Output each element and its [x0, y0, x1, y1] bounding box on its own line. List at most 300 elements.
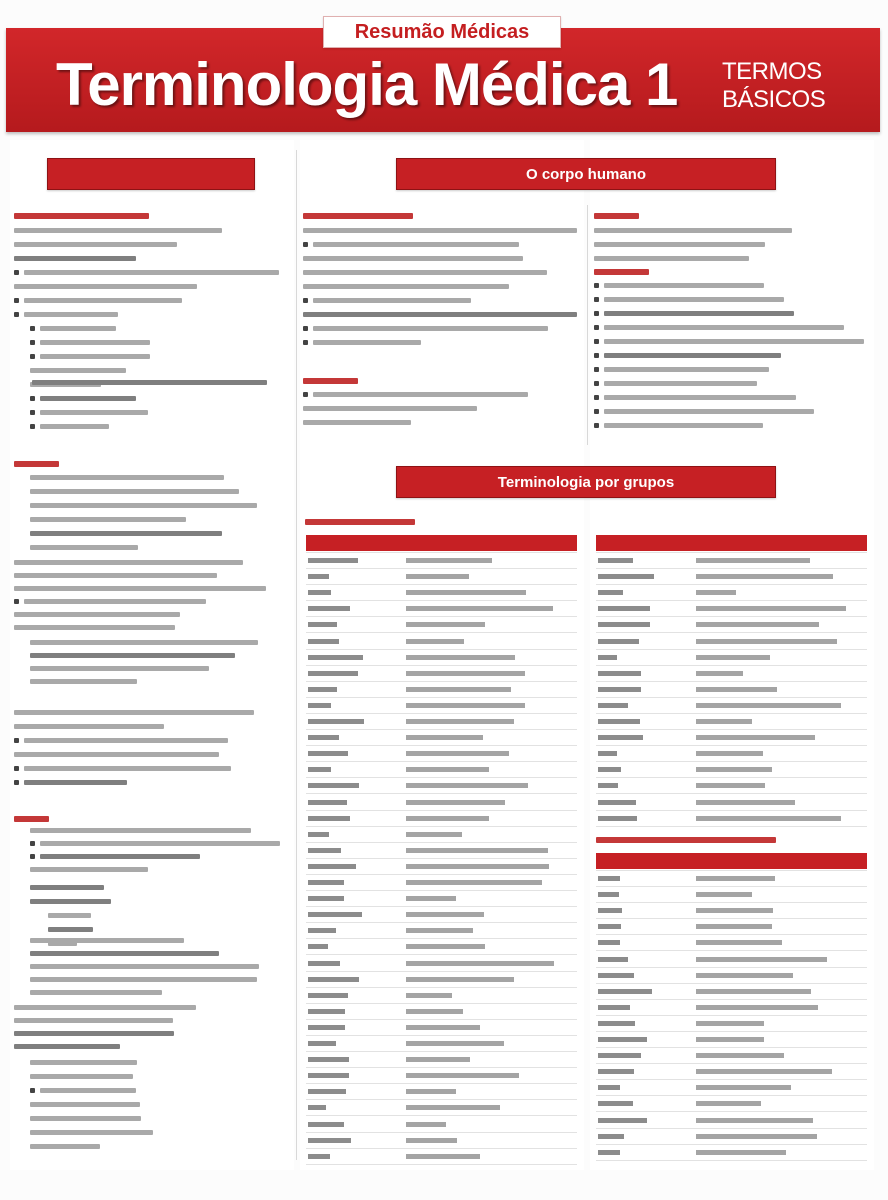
text-line	[30, 1102, 140, 1107]
table-cell-term	[598, 751, 617, 756]
text-line	[604, 339, 864, 344]
suffix-table-row	[596, 569, 867, 585]
table-cell-term	[598, 606, 650, 611]
prefix-table-row	[306, 1068, 577, 1084]
diagnosis-table-row	[596, 887, 867, 903]
table-cell-meaning	[406, 1073, 519, 1078]
text-line	[594, 228, 792, 233]
table-cell-meaning	[406, 751, 509, 756]
table-cell-term	[308, 735, 339, 740]
prefix-table-row	[306, 601, 577, 617]
bullet-marker	[594, 381, 599, 386]
bullet-marker	[30, 854, 35, 859]
text-line	[14, 752, 219, 757]
text-line	[48, 927, 93, 932]
bullet-marker	[14, 298, 19, 303]
table-cell-meaning	[696, 800, 795, 805]
text-line	[24, 738, 228, 743]
text-line	[30, 899, 111, 904]
text-line	[604, 311, 794, 316]
prefix-table-row	[306, 650, 577, 666]
table-cell-meaning	[696, 1053, 784, 1058]
text-line	[30, 977, 257, 982]
suffix-table-row	[596, 634, 867, 650]
table-cell-term	[308, 1089, 346, 1094]
text-line	[30, 531, 222, 536]
diagnosis-table-row	[596, 984, 867, 1000]
text-line	[604, 325, 844, 330]
text-line	[14, 612, 180, 617]
table-cell-term	[308, 848, 341, 853]
text-line	[14, 228, 222, 233]
text-line	[24, 599, 206, 604]
table-cell-meaning	[696, 908, 773, 913]
diagnosis-table-row	[596, 1080, 867, 1096]
table-cell-term	[308, 800, 347, 805]
text-line	[30, 867, 148, 872]
table-cell-meaning	[696, 735, 815, 740]
table-cell-term	[308, 912, 362, 917]
prefix-table-row	[306, 1117, 577, 1133]
text-line	[604, 367, 769, 372]
table-cell-meaning	[696, 973, 793, 978]
subheading	[14, 213, 149, 219]
prefix-table-row	[306, 585, 577, 601]
table-cell-term	[308, 558, 358, 563]
table-cell-term	[308, 896, 344, 901]
table-cell-meaning	[406, 944, 485, 949]
prefix-table-row	[306, 682, 577, 698]
text-line	[14, 573, 217, 578]
table-cell-meaning	[696, 1134, 817, 1139]
table-cell-term	[308, 880, 344, 885]
table-cell-meaning	[696, 639, 837, 644]
text-line	[40, 1088, 136, 1093]
text-line	[24, 312, 118, 317]
text-line	[40, 354, 150, 359]
table-cell-term	[598, 574, 654, 579]
table-cell-meaning	[406, 880, 542, 885]
diagnosis-table-row	[596, 919, 867, 935]
table-cell-term	[308, 1057, 349, 1062]
bullet-marker	[303, 392, 308, 397]
subheading	[303, 378, 358, 384]
table-cell-term	[308, 606, 350, 611]
prefix-table-row	[306, 1149, 577, 1165]
prefix-table-row	[306, 730, 577, 746]
text-line	[40, 424, 109, 429]
text-line	[40, 410, 148, 415]
text-line	[24, 780, 127, 785]
prefix-table-row	[306, 859, 577, 875]
bullet-marker	[30, 410, 35, 415]
section-header-left	[47, 158, 255, 190]
table-cell-term	[308, 655, 363, 660]
bullet-marker	[594, 353, 599, 358]
table-cell-term	[308, 1154, 330, 1159]
suffix-table-row	[596, 811, 867, 827]
text-line	[30, 653, 235, 658]
table-cell-term	[598, 783, 618, 788]
subheading	[303, 213, 413, 219]
text-line	[40, 841, 280, 846]
text-line	[32, 380, 267, 385]
table-cell-term	[598, 1085, 620, 1090]
series-label: Resumão Médicas	[323, 16, 561, 48]
table-cell-meaning	[696, 1150, 786, 1155]
suffix-table-row	[596, 730, 867, 746]
table-cell-term	[308, 751, 348, 756]
prefix-table-row	[306, 1036, 577, 1052]
subheading	[14, 461, 59, 467]
text-line	[30, 666, 209, 671]
bullet-marker	[14, 738, 19, 743]
table-cell-meaning	[696, 783, 765, 788]
subtitle-line-2: BÁSICOS	[722, 86, 826, 113]
text-line	[48, 913, 91, 918]
text-line	[303, 406, 477, 411]
table-cell-term	[308, 977, 359, 982]
bullet-marker	[30, 1088, 35, 1093]
table-cell-meaning	[406, 1138, 457, 1143]
text-line	[30, 1116, 141, 1121]
table-cell-meaning	[406, 1057, 470, 1062]
table-cell-meaning	[696, 1101, 761, 1106]
subheading	[596, 837, 776, 843]
table-cell-meaning	[696, 558, 810, 563]
suffix-table-row	[596, 762, 867, 778]
table-cell-meaning	[406, 1025, 480, 1030]
table-cell-meaning	[696, 751, 763, 756]
table-cell-term	[598, 1053, 641, 1058]
text-line	[594, 242, 765, 247]
suffix-table-row	[596, 682, 867, 698]
table-cell-meaning	[406, 1041, 504, 1046]
table-cell-meaning	[696, 1069, 832, 1074]
table-cell-meaning	[696, 1021, 764, 1026]
text-line	[14, 724, 164, 729]
text-line	[14, 284, 197, 289]
bullet-marker	[14, 766, 19, 771]
bullet-marker	[594, 367, 599, 372]
table-cell-meaning	[406, 928, 473, 933]
subheading	[594, 269, 649, 275]
text-line	[14, 1005, 196, 1010]
text-line	[14, 560, 243, 565]
text-line	[30, 990, 162, 995]
prefix-table-row	[306, 634, 577, 650]
table-cell-meaning	[406, 703, 525, 708]
prefix-table-row	[306, 553, 577, 569]
table-cell-term	[308, 767, 331, 772]
table-cell-term	[598, 655, 617, 660]
table-cell-meaning	[406, 816, 489, 821]
table-cell-term	[598, 957, 628, 962]
text-line	[40, 340, 150, 345]
table-cell-term	[308, 816, 350, 821]
diagnosis-table-row	[596, 1113, 867, 1129]
diagnosis-table-row	[596, 1048, 867, 1064]
prefix-table-row	[306, 569, 577, 585]
table-cell-meaning	[406, 1009, 463, 1014]
text-line	[30, 964, 259, 969]
table-cell-meaning	[696, 1037, 764, 1042]
table-cell-meaning	[696, 1118, 813, 1123]
table-cell-term	[598, 622, 650, 627]
table-cell-term	[598, 1134, 624, 1139]
table-cell-meaning	[406, 1154, 480, 1159]
prefix-table-row	[306, 811, 577, 827]
text-line	[30, 1144, 100, 1149]
table-cell-term	[598, 767, 621, 772]
diagnosis-table-row	[596, 871, 867, 887]
table-cell-term	[598, 816, 637, 821]
table-cell-meaning	[406, 574, 469, 579]
prefix-table-row	[306, 698, 577, 714]
page-title: Terminologia Médica 1	[56, 51, 678, 118]
table-cell-meaning	[696, 989, 811, 994]
table-cell-meaning	[406, 671, 525, 676]
text-line	[14, 1044, 120, 1049]
text-line	[24, 298, 182, 303]
text-line	[30, 545, 138, 550]
bullet-marker	[303, 242, 308, 247]
table-cell-term	[598, 639, 639, 644]
table-cell-meaning	[406, 655, 515, 660]
table-cell-term	[308, 719, 364, 724]
table-cell-meaning	[696, 574, 833, 579]
table-cell-meaning	[406, 735, 483, 740]
prefix-table-row	[306, 714, 577, 730]
text-line	[303, 420, 411, 425]
suffix-table-row	[596, 778, 867, 794]
column-divider	[296, 150, 297, 1160]
table-cell-meaning	[696, 687, 777, 692]
bullet-marker	[594, 283, 599, 288]
column-divider	[587, 205, 588, 445]
table-cell-meaning	[696, 671, 743, 676]
table-cell-meaning	[696, 924, 772, 929]
table-cell-term	[308, 1073, 349, 1078]
diagnosis-table-row	[596, 952, 867, 968]
text-line	[313, 326, 548, 331]
table-cell-meaning	[406, 961, 554, 966]
table-cell-meaning	[696, 703, 841, 708]
table-cell-meaning	[406, 606, 553, 611]
table-cell-term	[598, 671, 641, 676]
table-cell-term	[308, 864, 356, 869]
text-line	[604, 395, 796, 400]
table-cell-term	[308, 944, 328, 949]
table-cell-term	[598, 940, 620, 945]
table-cell-meaning	[696, 606, 846, 611]
table-cell-term	[598, 719, 640, 724]
bullet-marker	[14, 599, 19, 604]
subheading	[594, 213, 639, 219]
text-line	[30, 517, 186, 522]
table-cell-meaning	[696, 940, 782, 945]
prefix-table-row	[306, 956, 577, 972]
table-cell-meaning	[406, 622, 485, 627]
table-cell-meaning	[696, 816, 841, 821]
suffix-table-row	[596, 714, 867, 730]
bullet-marker	[30, 424, 35, 429]
table-cell-term	[308, 961, 340, 966]
prefix-table-row	[306, 891, 577, 907]
table-cell-meaning	[406, 832, 462, 837]
bullet-marker	[303, 298, 308, 303]
table-cell-term	[598, 735, 643, 740]
table-cell-meaning	[406, 558, 492, 563]
prefix-table-row	[306, 827, 577, 843]
text-line	[313, 340, 421, 345]
table-cell-meaning	[406, 896, 456, 901]
prefix-table-row	[306, 617, 577, 633]
prefix-table-row	[306, 907, 577, 923]
text-line	[303, 312, 577, 317]
text-line	[30, 1074, 133, 1079]
diagnosis-table-row	[596, 1096, 867, 1112]
bullet-marker	[594, 325, 599, 330]
text-line	[30, 1060, 137, 1065]
table-cell-term	[598, 908, 622, 913]
table-cell-term	[308, 703, 331, 708]
text-line	[604, 297, 784, 302]
table-cell-term	[308, 993, 348, 998]
bullet-marker	[14, 312, 19, 317]
table-cell-term	[308, 1105, 326, 1110]
text-line	[14, 625, 175, 630]
prefix-table-row	[306, 778, 577, 794]
table-cell-term	[308, 639, 339, 644]
text-line	[30, 828, 251, 833]
table-cell-meaning	[696, 655, 770, 660]
diagnosis-table-row	[596, 968, 867, 984]
text-line	[14, 586, 266, 591]
table-cell-term	[598, 1037, 647, 1042]
diagnosis-table-row	[596, 1016, 867, 1032]
text-line	[30, 368, 126, 373]
bullet-marker	[30, 354, 35, 359]
bullet-marker	[303, 340, 308, 345]
text-line	[30, 679, 137, 684]
text-line	[14, 710, 254, 715]
prefix-table-row	[306, 988, 577, 1004]
text-line	[24, 270, 279, 275]
table-cell-meaning	[696, 957, 827, 962]
page-subtitle	[722, 58, 825, 114]
table-cell-meaning	[406, 848, 548, 853]
table-cell-meaning	[406, 719, 514, 724]
table-cell-meaning	[406, 590, 526, 595]
bullet-marker	[594, 409, 599, 414]
table-cell-term	[308, 1009, 345, 1014]
suffix-table-row	[596, 698, 867, 714]
text-line	[14, 256, 136, 261]
text-line	[30, 640, 258, 645]
text-line	[313, 242, 519, 247]
prefix-table-row	[306, 746, 577, 762]
table-cell-meaning	[696, 622, 819, 627]
subtitle-line-1: TERMOS	[722, 58, 822, 85]
table-cell-term	[308, 671, 358, 676]
text-line	[30, 1130, 153, 1135]
table-cell-term	[598, 1118, 647, 1123]
diagnosis-table-row	[596, 903, 867, 919]
table-cell-term	[598, 687, 641, 692]
prefix-table-row	[306, 795, 577, 811]
text-line	[24, 766, 231, 771]
text-line	[604, 283, 764, 288]
text-line	[30, 503, 257, 508]
prefix-table-row	[306, 1052, 577, 1068]
prefix-table-row	[306, 1084, 577, 1100]
table-cell-meaning	[696, 1005, 818, 1010]
table-cell-term	[308, 832, 329, 837]
table-cell-term	[598, 892, 619, 897]
diagnosis-table-row	[596, 1064, 867, 1080]
table-cell-term	[598, 800, 636, 805]
text-line	[604, 409, 814, 414]
table-cell-meaning	[696, 719, 752, 724]
prefix-table-row	[306, 1100, 577, 1116]
prefix-table-row	[306, 1020, 577, 1036]
table-cell-meaning	[406, 1089, 456, 1094]
text-line	[14, 242, 177, 247]
section-header-groups: Terminologia por grupos	[396, 466, 776, 498]
table-cell-term	[598, 703, 628, 708]
prefix-table-header	[306, 535, 577, 551]
bullet-marker	[594, 423, 599, 428]
bullet-marker	[14, 270, 19, 275]
text-line	[303, 256, 523, 261]
bullet-marker	[30, 340, 35, 345]
table-cell-meaning	[696, 1085, 791, 1090]
suffix-table-row	[596, 553, 867, 569]
table-cell-term	[598, 989, 652, 994]
suffix-table-row	[596, 650, 867, 666]
prefix-table-row	[306, 843, 577, 859]
table-cell-meaning	[406, 800, 505, 805]
suffix-table-row	[596, 746, 867, 762]
text-line	[594, 256, 749, 261]
text-line	[30, 475, 224, 480]
text-line	[604, 353, 781, 358]
subheading	[14, 816, 49, 822]
table-cell-term	[308, 1122, 344, 1127]
bullet-marker	[594, 311, 599, 316]
prefix-table-row	[306, 972, 577, 988]
bullet-marker	[594, 297, 599, 302]
table-cell-meaning	[406, 864, 549, 869]
text-line	[40, 396, 136, 401]
text-line	[313, 298, 471, 303]
text-line	[14, 1031, 174, 1036]
table-cell-meaning	[696, 892, 752, 897]
diagnosis-table-row	[596, 1032, 867, 1048]
prefix-table-row	[306, 1133, 577, 1149]
table-cell-term	[308, 622, 337, 627]
prefix-table-row	[306, 762, 577, 778]
table-cell-term	[598, 590, 623, 595]
section-header-body: O corpo humano	[396, 158, 776, 190]
table-cell-meaning	[406, 912, 484, 917]
diagnosis-table-row	[596, 1000, 867, 1016]
table-cell-meaning	[696, 767, 772, 772]
suffix-table-row	[596, 666, 867, 682]
table-cell-term	[308, 1025, 345, 1030]
table-cell-meaning	[406, 639, 464, 644]
